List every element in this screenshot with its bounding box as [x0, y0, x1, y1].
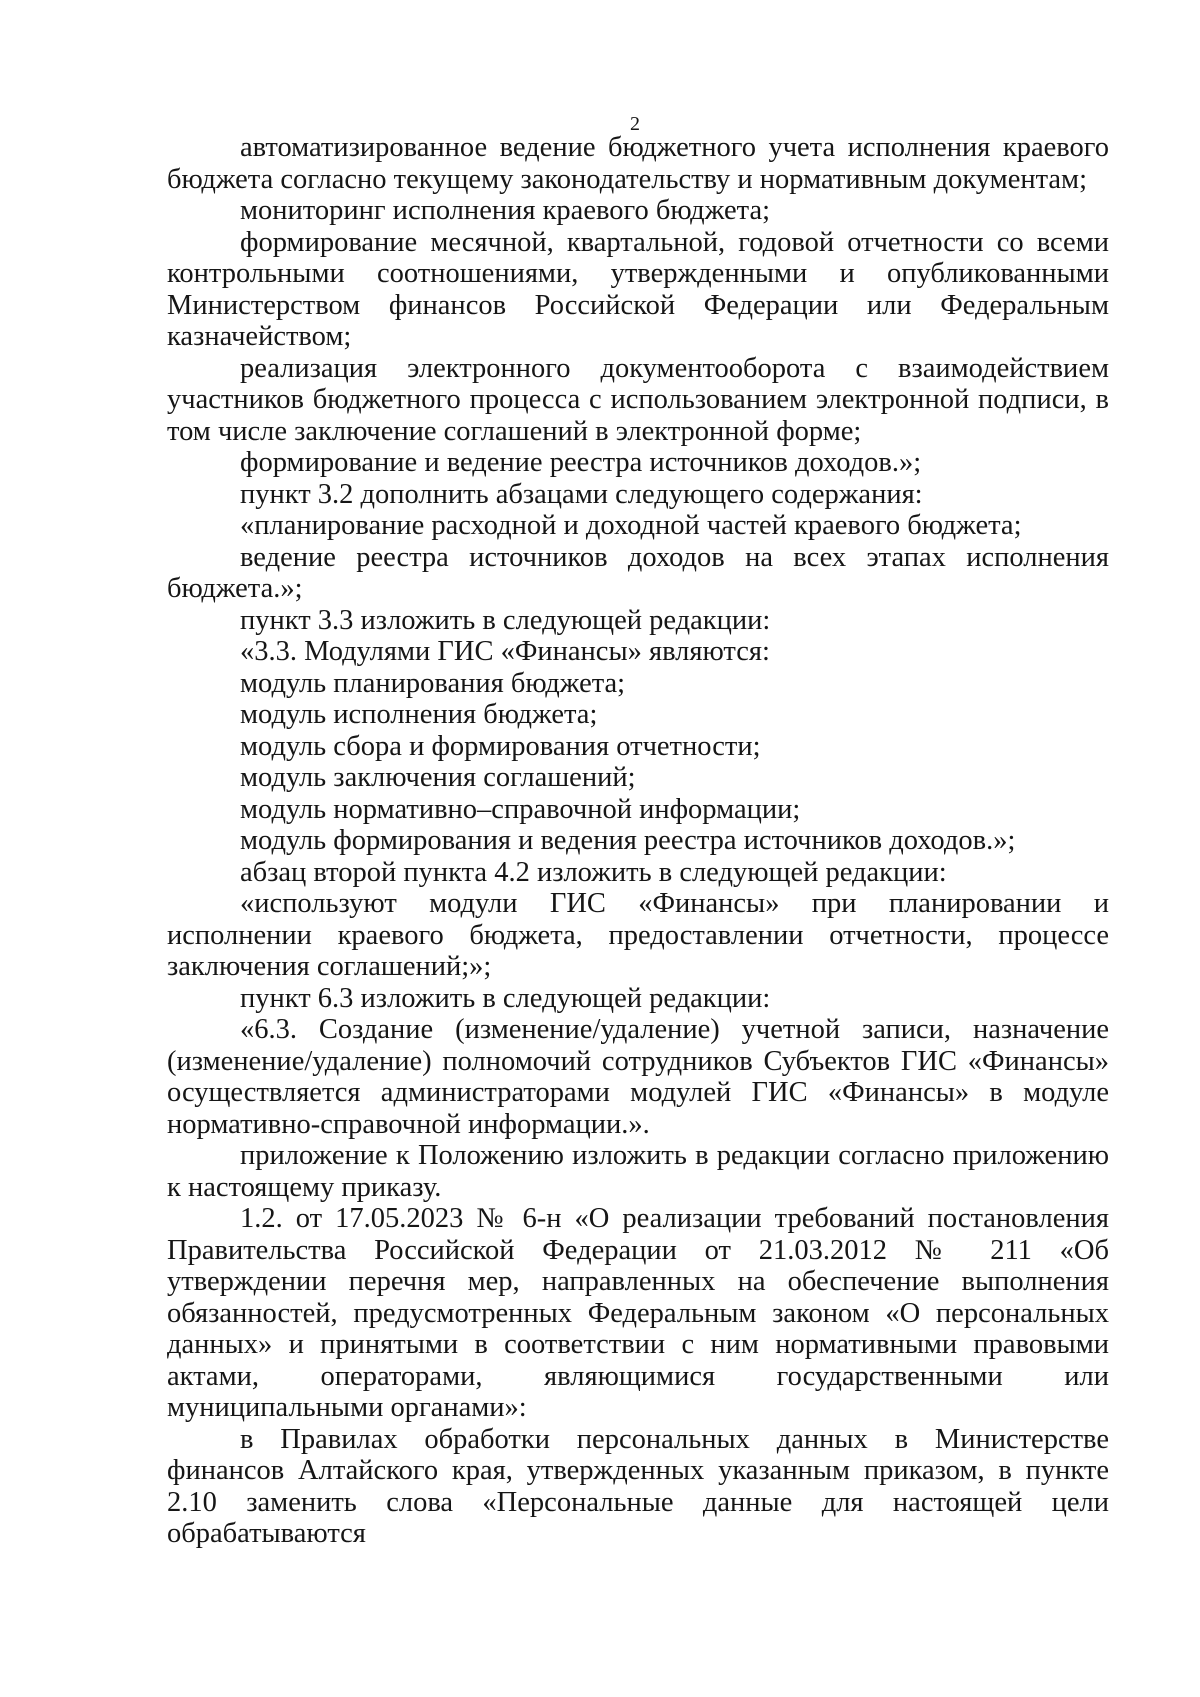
paragraph: ведение реестра источников доходов на всех этапах исполнения бюджета.»; [167, 541, 1109, 604]
paragraph: мониторинг исполнения краевого бюджета; [240, 195, 771, 226]
paragraph: формирование и ведение реестра источников доходов.»; [240, 447, 922, 478]
paragraph: пункт 3.2 дополнить абзацами следующего содержания: [240, 478, 923, 510]
paragraph: модуль исполнения бюджета; [240, 699, 598, 730]
paragraph: «используют модули ГИС «Финансы» при планировании и исполнении краевого бюджета, предоставлении отчетности, процессе заключения соглашений;»; [167, 888, 1109, 982]
document-body [167, 132, 1109, 1550]
paragraph: модуль нормативно–справочной информации; [240, 793, 801, 825]
paragraph: «планирование расходной и доходной частей краевого бюджета; [240, 510, 1022, 541]
paragraph: пункт 6.3 изложить в следующей редакции: [240, 982, 771, 1014]
page-number: 2 [630, 113, 640, 135]
paragraph: модуль планирования бюджета; [240, 667, 626, 699]
paragraph: «6.3. Создание (изменение/удаление) учетной записи, назначение (изменение/удаление) полномочий сотрудников Субъектов ГИС «Финансы» осуществляется администраторами модулей ГИС «Финансы» в модуле нормативно-справочной информации.». [167, 1014, 1109, 1140]
paragraph: приложение к Положению изложить в редакции согласно приложению к настоящему приказу. [167, 1140, 1109, 1203]
paragraph: в Правилах обработки персональных данных в Министерстве финансов Алтайского края, утвержденных указанным приказом, в пункте 2.10 заменить слова «Персональные данные для настоящей цели обрабатываются [167, 1423, 1109, 1549]
paragraph: модуль заключения соглашений; [240, 762, 636, 793]
paragraph: реализация электронного документооборота с взаимодействием участников бюджетного процесса с использованием электронной подписи, в том числе заключение соглашений в электронной форме; [167, 352, 1109, 447]
paragraph: модуль сбора и формирования отчетности; [240, 730, 761, 762]
paragraph: пункт 3.3 изложить в следующей редакции: [240, 604, 771, 636]
paragraph: модуль формирования и ведения реестра источников доходов.»; [240, 825, 1016, 856]
paragraph: автоматизированное ведение бюджетного учета исполнения краевого бюджета согласно текущему законодательству и нормативным документам; [167, 132, 1109, 195]
paragraph: «3.3. Модулями ГИС «Финансы» являются: [240, 636, 770, 667]
paragraph: формирование месячной, квартальной, годовой отчетности со всеми контрольными соотношениями, утвержденными и опубликованными Министерством финансов Российской Федерации или Федеральным казначейством; [167, 226, 1109, 352]
paragraph: 1.2. от 17.05.2023 № 6-н «О реализации требований постановления Правительства Российской Федерации от 21.03.2012 № 211 «Об утверждении перечня мер, направленных на обеспечение выполнения обязанностей, предусмотренных Федеральным законом «О персональных данных» и принятыми в соответствии с ним нормативными правовыми актами, операторами, являющимися государственными или муниципальными органами»: [167, 1203, 1109, 1423]
paragraph: абзац второй пункта 4.2 изложить в следующей редакции: [240, 856, 947, 888]
